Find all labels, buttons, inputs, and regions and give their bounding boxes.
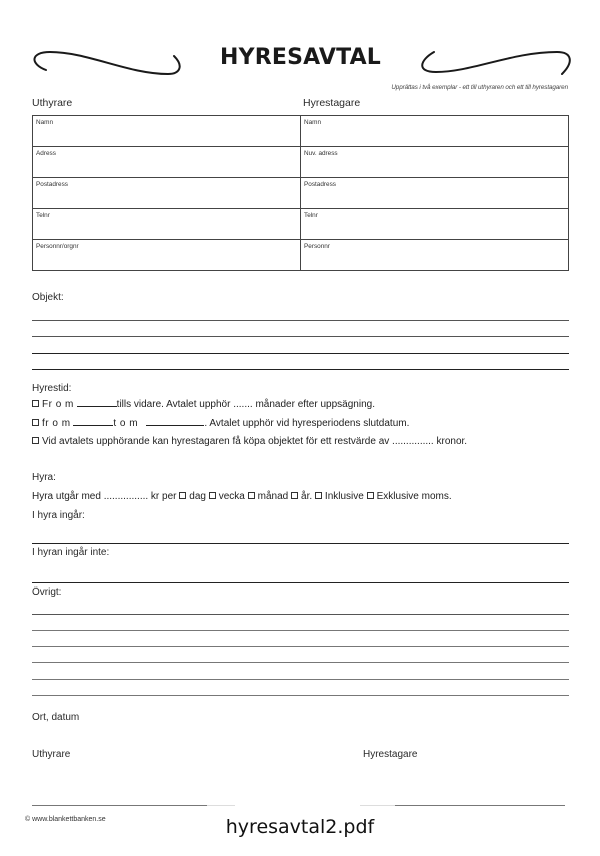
landlord-heading: Uthyrare [32, 97, 73, 109]
fixed-to-blank[interactable] [146, 417, 204, 426]
landlord-phone-field[interactable]: Telnr [33, 209, 301, 240]
file-name: hyresavtal2.pdf [225, 816, 375, 838]
table-row [33, 209, 569, 240]
fixed-from-label: fr o m [42, 418, 71, 429]
document-title: HYRESAVTAL [219, 45, 382, 70]
swirl-right-decoration [412, 44, 577, 80]
rent-included-label: I hyra ingår: [32, 510, 85, 521]
object-line[interactable] [32, 369, 569, 370]
landlord-signature-line-fade [207, 805, 235, 806]
tenant-address-field[interactable]: Nuv. adress [301, 147, 569, 178]
landlord-postal-field[interactable]: Postadress [33, 178, 301, 209]
fixed-to-label: t o m [113, 418, 139, 429]
rent-included-line[interactable] [32, 543, 569, 544]
tenant-signature-label: Hyrestagare [363, 749, 418, 760]
incl-vat-label: Inklusive [324, 491, 364, 502]
period-option-fixed [32, 417, 409, 429]
indefinite-text: tills vidare. Avtalet upphör ....... månader efter uppsägning. [116, 399, 375, 410]
landlord-signature-line[interactable] [32, 805, 207, 806]
fixed-from-blank[interactable] [73, 417, 113, 426]
incl-vat-checkbox[interactable] [315, 492, 322, 499]
swirl-left-decoration [28, 44, 188, 80]
period-option-indefinite [32, 398, 375, 410]
landlord-signature-label: Uthyrare [32, 749, 71, 760]
excl-vat-checkbox[interactable] [367, 492, 374, 499]
object-line[interactable] [32, 336, 569, 337]
other-line[interactable] [32, 695, 569, 696]
fixed-term-text: . Avtalet upphör vid hyresperiodens slutdatum. [204, 418, 410, 429]
object-line[interactable] [32, 353, 569, 354]
tenant-signature-line[interactable] [395, 805, 565, 806]
parties-table [32, 115, 569, 271]
fixed-term-checkbox[interactable] [32, 419, 39, 426]
other-line[interactable] [32, 679, 569, 680]
tenant-phone-field[interactable]: Telnr [301, 209, 569, 240]
object-label: Objekt: [32, 292, 64, 303]
tenant-postal-field[interactable]: Postadress [301, 178, 569, 209]
excl-vat-label: Exklusive moms. [376, 491, 452, 502]
tenant-name-field[interactable]: Namn [301, 116, 569, 147]
table-row [33, 240, 569, 271]
other-label: Övrigt: [32, 587, 62, 598]
rent-line [32, 491, 452, 502]
landlord-id-field[interactable]: Personnr/orgnr [33, 240, 301, 271]
per-year-checkbox[interactable] [291, 492, 298, 499]
per-year-label: år. [301, 491, 313, 502]
per-month-checkbox[interactable] [248, 492, 255, 499]
per-month-label: månad [257, 491, 289, 502]
rent-label: Hyra: [32, 472, 56, 483]
per-day-checkbox[interactable] [179, 492, 186, 499]
tenant-signature-line-fade [360, 805, 395, 806]
from-date-blank[interactable] [77, 398, 117, 407]
other-line[interactable] [32, 630, 569, 631]
rent-not-included-line[interactable] [32, 582, 569, 583]
indefinite-checkbox[interactable] [32, 400, 39, 407]
object-line[interactable] [32, 320, 569, 321]
other-line[interactable] [32, 662, 569, 663]
purchase-text: Vid avtalets upphörande kan hyrestagaren få köpa objektet för ett restvärde av ............... kronor. [42, 436, 468, 447]
tenant-id-field[interactable]: Personnr [301, 240, 569, 271]
other-line[interactable] [32, 646, 569, 647]
copyright-text: © www.blankettbanken.se [25, 816, 106, 823]
landlord-name-field[interactable]: Namn [33, 116, 301, 147]
table-row [33, 147, 569, 178]
per-week-checkbox[interactable] [209, 492, 216, 499]
table-row [33, 178, 569, 209]
per-week-label: vecka [218, 491, 245, 502]
from-label: Fr o m [42, 399, 74, 410]
document-subtitle: Upprättas i två exemplar - ett till uthyraren och ett till hyrestagaren [391, 84, 568, 91]
period-label: Hyrestid: [32, 383, 72, 394]
per-day-label: dag [189, 491, 206, 502]
rent-amount-text: Hyra utgår med ................ kr per [32, 491, 177, 502]
other-line[interactable] [32, 614, 569, 615]
landlord-address-field[interactable]: Adress [33, 147, 301, 178]
rent-not-included-label: I hyran ingår inte: [32, 547, 110, 558]
tenant-heading: Hyrestagare [303, 97, 361, 109]
place-date-label: Ort, datum [32, 712, 80, 723]
table-row [33, 116, 569, 147]
purchase-checkbox[interactable] [32, 437, 39, 444]
period-option-purchase [32, 436, 467, 447]
